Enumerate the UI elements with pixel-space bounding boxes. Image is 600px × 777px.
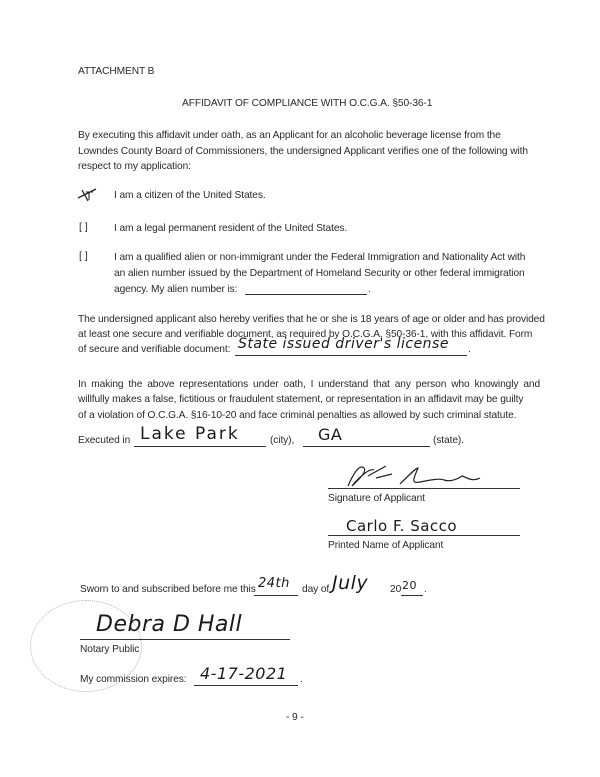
applicant-signature[interactable] — [340, 462, 510, 488]
notary-signature-line — [80, 639, 290, 640]
permanent-resident-checkbox[interactable]: [ ] — [79, 221, 88, 233]
state-suffix: (state). — [433, 435, 464, 446]
signature-line — [328, 488, 520, 489]
period: . — [300, 674, 303, 685]
penalty-line2: willfully makes a false, fictitious or fraudulent statement, or representation in an affidavit may be guilty — [78, 394, 524, 405]
executed-in-label: Executed in — [78, 435, 131, 446]
commission-label: My commission expires: — [80, 674, 187, 685]
document-label: of secure and verifiable document: — [78, 344, 231, 355]
printed-name-value[interactable]: Carlo F. Sacco — [346, 517, 458, 535]
option-alien-line3: agency. My alien number is: — [114, 284, 238, 295]
period: . — [468, 344, 471, 355]
penalty-line3: of a violation of O.C.G.A. §16-10-20 and face criminal penalties as allowed by such criminal statute. — [78, 410, 517, 421]
commission-field-line — [194, 685, 298, 686]
document-title: AFFIDAVIT OF COMPLIANCE WITH O.C.G.A. §50-36-1 — [182, 98, 433, 109]
notary-public-label: Notary Public — [80, 644, 140, 655]
signature-label: Signature of Applicant — [328, 493, 425, 504]
period: . — [424, 584, 427, 595]
state-field-line — [303, 446, 430, 447]
age-line1: The undersigned applicant also hereby verifies that he or she is 18 years of age or older and has provided — [78, 314, 545, 325]
option-alien-line2: an alien number issued by the Department of Homeland Security or other federal immigration — [114, 268, 525, 279]
page-number: - 9 - — [286, 712, 304, 723]
notary-signature[interactable]: Debra D Hall — [96, 612, 243, 637]
year-prefix: 20 — [390, 584, 402, 595]
period: . — [368, 284, 371, 295]
day-field-line — [254, 595, 298, 596]
document-field-line — [235, 355, 467, 356]
alien-number-field[interactable] — [245, 294, 367, 295]
age-line2: at least one secure and verifiable document, as required by O.C.G.A. §50-36-1, with this affidavit. Form — [78, 329, 533, 340]
option-permanent-resident-text: I am a legal permanent resident of the United States. — [114, 223, 348, 234]
intro-paragraph: By executing this affidavit under oath, as an Applicant for an alcoholic beverage license from the Lowndes County Board of Commissioners, the undersigned Applicant verifies one of the following with respect to my application: — [78, 130, 528, 172]
city-field-value[interactable]: Lake Park — [140, 424, 240, 444]
option-alien-line1: I am a qualified alien or non-immigrant under the Federal Immigration and Nationality Act with — [114, 252, 526, 263]
document-field-value[interactable]: State issued driver's license — [238, 336, 449, 352]
month-field-value[interactable]: July — [332, 572, 369, 594]
day-of-label: day of — [302, 584, 330, 595]
year-field-value[interactable]: 20 — [402, 579, 417, 592]
day-field-value[interactable]: 24th — [258, 576, 290, 591]
printed-name-line — [328, 535, 520, 536]
city-field-line — [134, 446, 266, 447]
state-field-value[interactable]: GA — [318, 425, 343, 444]
printed-name-label: Printed Name of Applicant — [328, 540, 444, 551]
penalty-line1: In making the above representations under oath, I understand that any person who knowingly and — [78, 379, 541, 390]
citizen-checkbox[interactable] — [76, 186, 98, 202]
x-mark-icon — [76, 186, 98, 202]
attachment-label: ATTACHMENT B — [78, 66, 155, 77]
city-suffix: (city), — [270, 435, 295, 446]
signature-scribble-icon — [340, 462, 510, 488]
qualified-alien-checkbox[interactable]: [ ] — [79, 250, 88, 262]
commission-date-value[interactable]: 4-17-2021 — [200, 664, 288, 683]
sworn-label: Sworn to and subscribed before me this — [80, 584, 256, 595]
option-citizen-text: I am a citizen of the United States. — [114, 190, 266, 201]
year-field-line — [401, 595, 423, 596]
